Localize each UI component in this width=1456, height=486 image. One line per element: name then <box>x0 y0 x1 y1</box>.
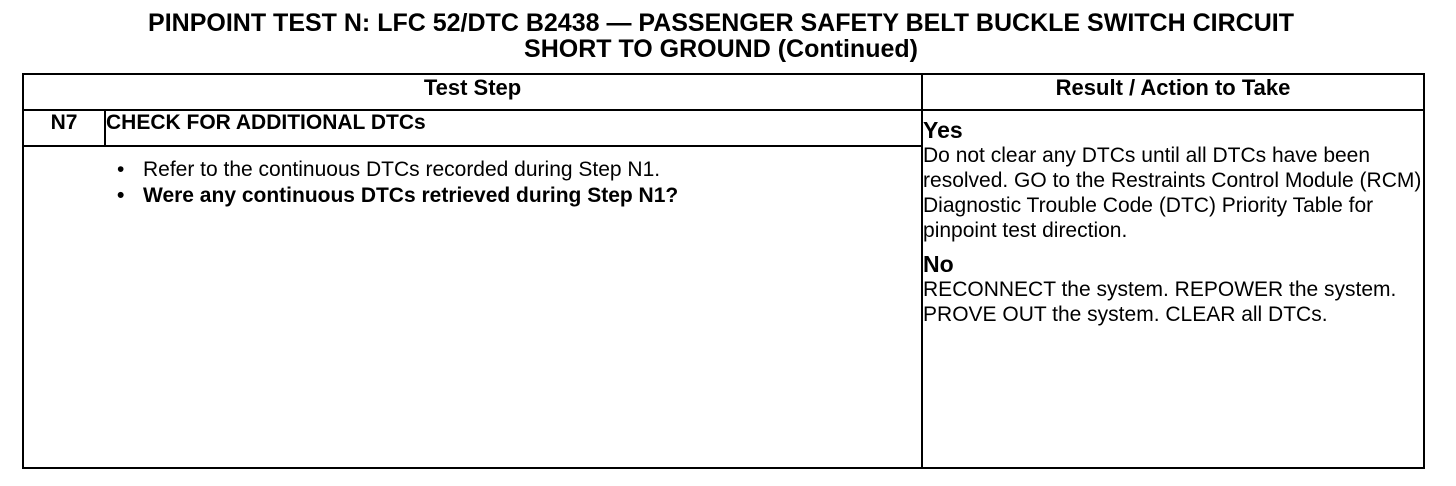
step-number: N7 <box>23 110 105 146</box>
instruction-question <box>105 183 921 209</box>
step-number-spacer <box>23 146 105 468</box>
title-line-2: SHORT TO GROUND (Continued) <box>524 35 918 63</box>
bullet-icon: • <box>117 184 125 207</box>
result-no-text: RECONNECT the system. REPOWER the system. PROVE OUT the system. CLEAR all DTCs. <box>923 278 1397 326</box>
result-no-label: No <box>923 251 954 277</box>
instruction-text: Refer to the continuous DTCs recorded during Step N1. <box>143 158 661 181</box>
result-no <box>923 251 1423 327</box>
header-test-step: Test Step <box>23 74 922 110</box>
instruction-text: Were any continuous DTCs retrieved during Step N1? <box>143 184 679 207</box>
pinpoint-test-table <box>22 73 1425 469</box>
page-title <box>0 10 1442 62</box>
step-title: CHECK FOR ADDITIONAL DTCs <box>105 110 922 146</box>
header-result-action: Result / Action to Take <box>922 74 1424 110</box>
instruction-item <box>105 157 921 183</box>
bullet-icon: • <box>117 158 125 181</box>
result-cell <box>922 110 1424 468</box>
result-yes-text: Do not clear any DTCs until all DTCs have been resolved. GO to the Restraints Control Module (RCM) Diagnostic Trouble Code (DTC) Priority Table for pinpoint test direction. <box>923 144 1422 242</box>
title-line-1: PINPOINT TEST N: LFC 52/DTC B2438 — PASSENGER SAFETY BELT BUCKLE SWITCH CIRCUIT <box>148 9 1294 37</box>
instruction-list <box>105 157 921 209</box>
step-instructions <box>105 146 922 468</box>
result-yes-label: Yes <box>923 117 963 143</box>
result-yes <box>923 117 1423 243</box>
